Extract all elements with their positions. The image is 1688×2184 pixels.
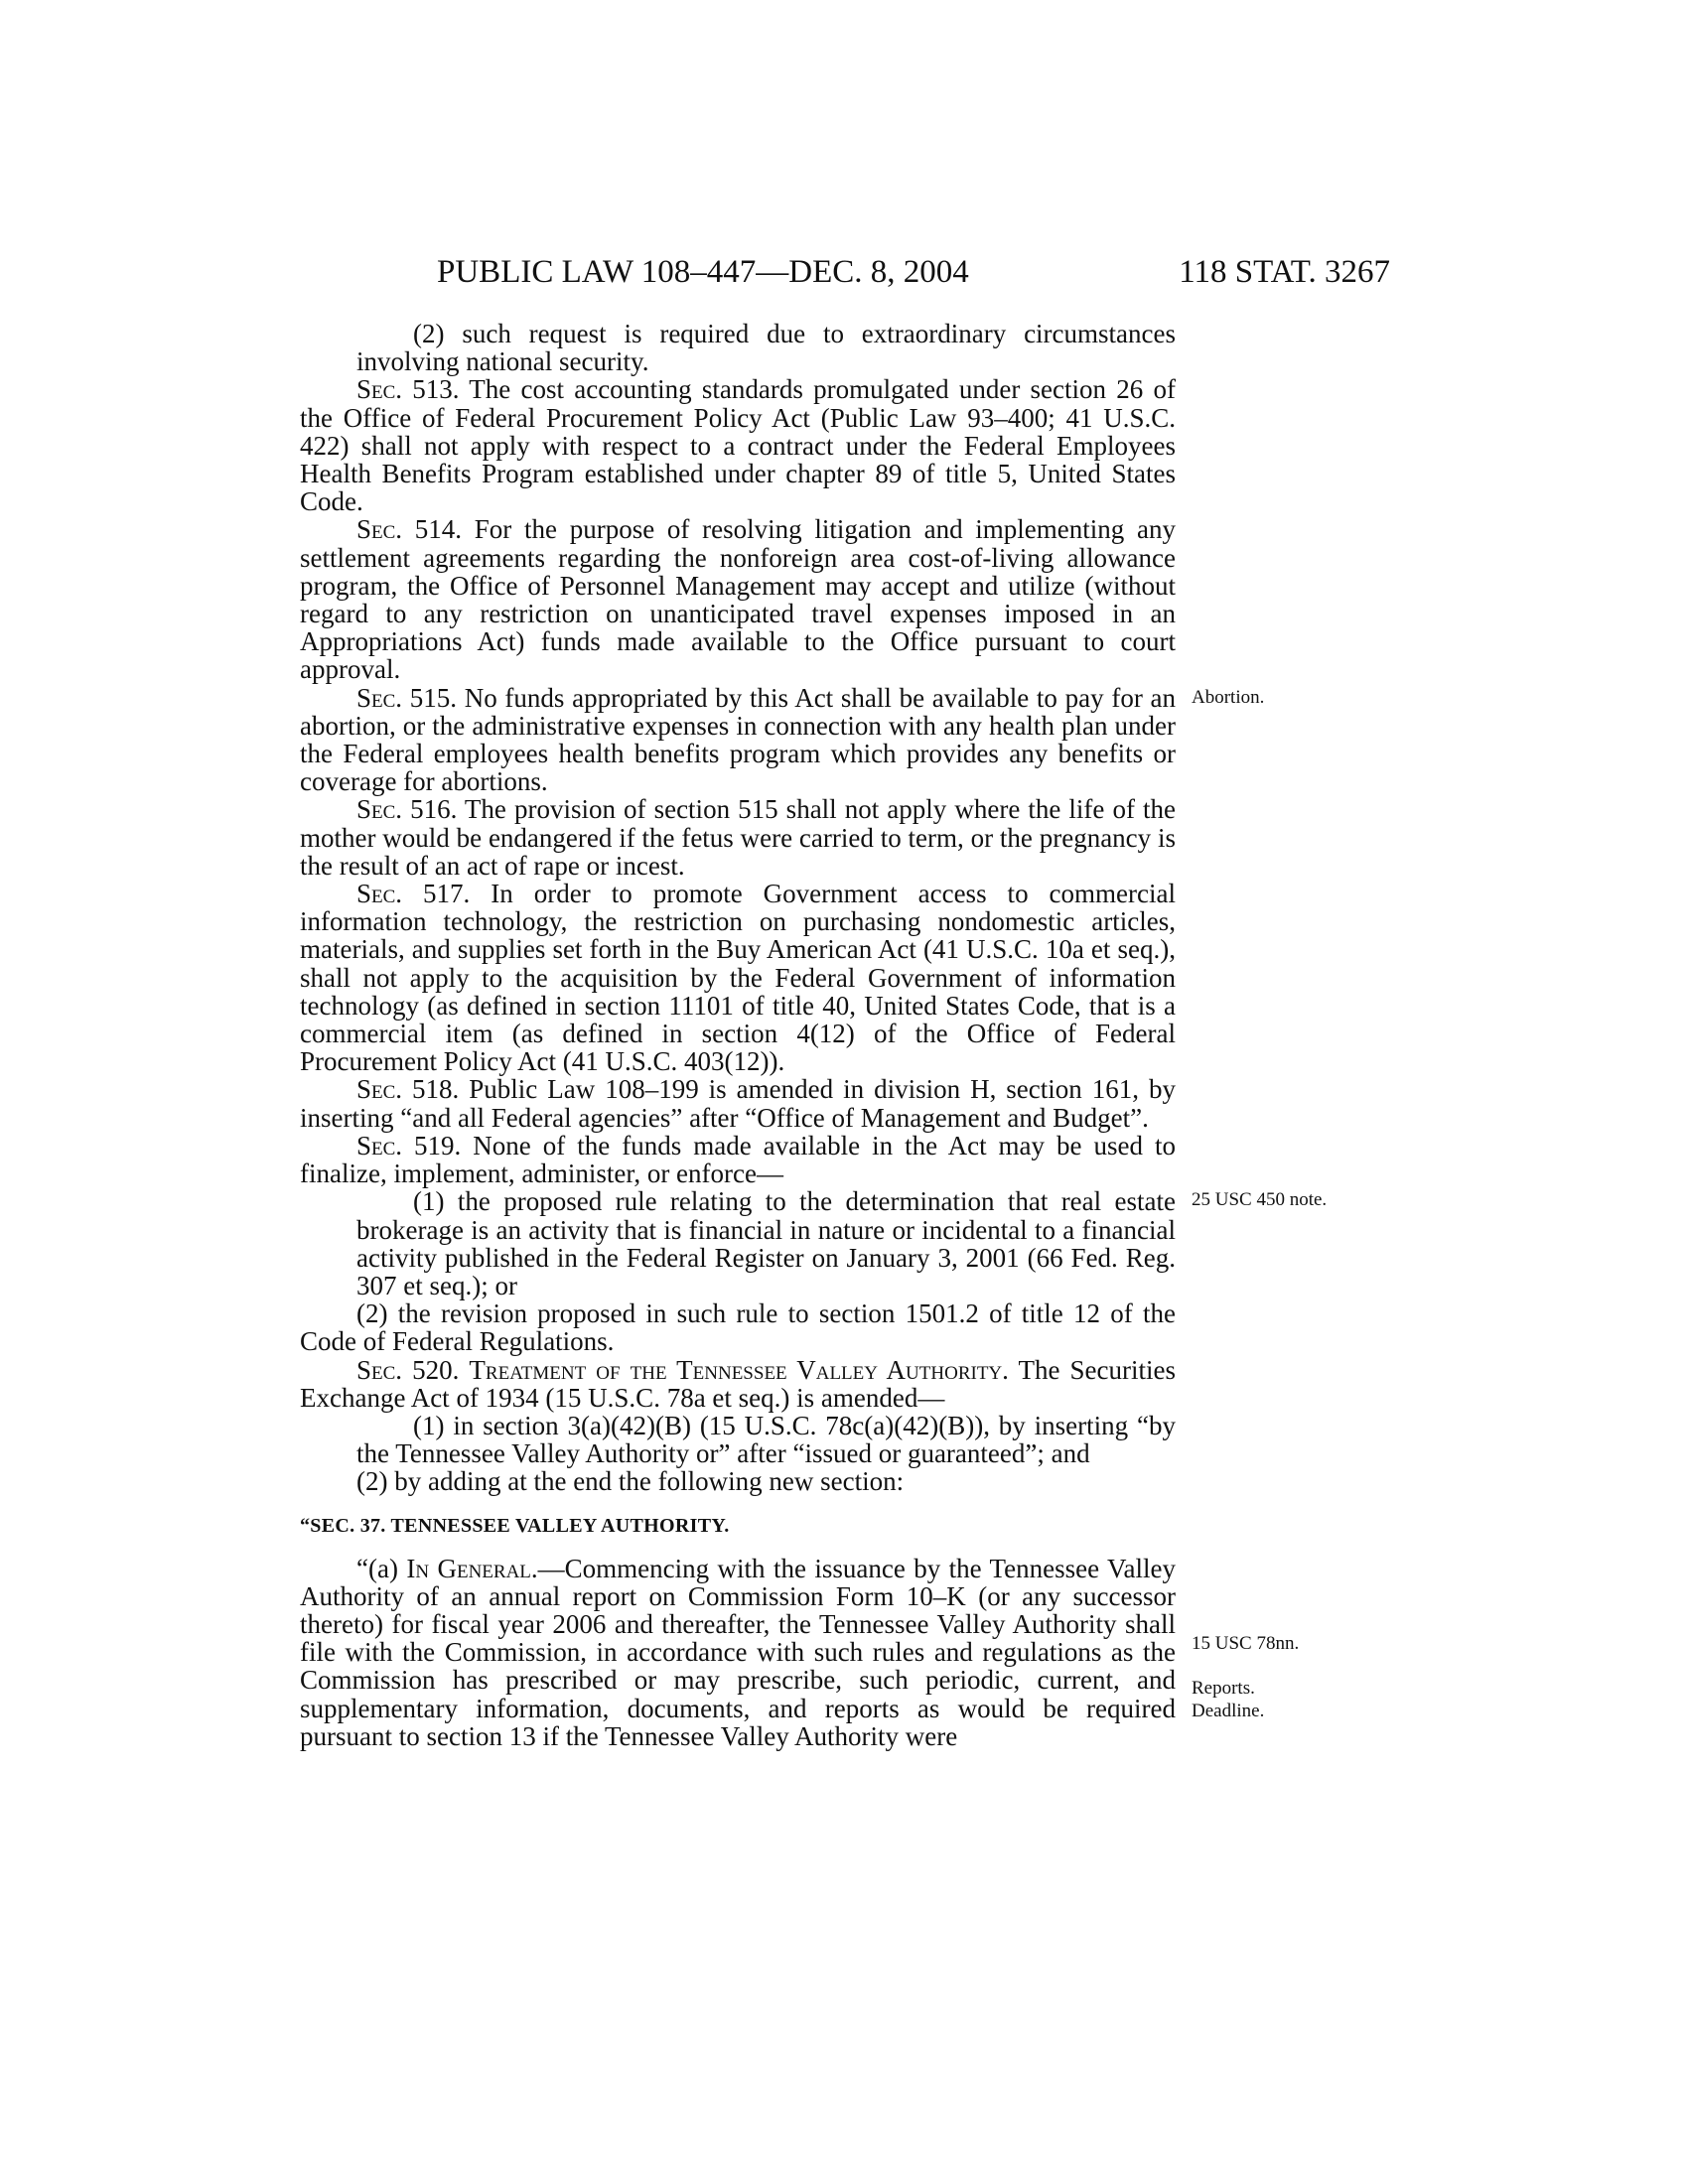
running-head: PUBLIC LAW 108–447—DEC. 8, 2004 (437, 254, 969, 290)
sec-label: Sec. (356, 514, 403, 545)
margin-note-25usc450: 25 USC 450 note. (1192, 1189, 1328, 1210)
margin-note-abortion: Abortion. (1192, 687, 1265, 708)
paragraph-sec520-item2: (2) by adding at the end the following new section: (356, 1466, 905, 1497)
sec37a-text: —Commencing with the issuance by the Tennessee Valley Authority of an annual report on Commission Form 10–K (or any successor thereto) for fiscal year 2006 and thereafter, the Tennessee Valley Authority shall file with the Commission, in accordance with such rules and regulations as the Commission has prescribed or may prescribe, such periodic, current, and supplementary information, documents, and reports as would be required pursuant to section 13 if the Tennessee Valley Authority were (300, 1553, 1176, 1751)
sec520-text: The Securities Exchange Act of 1934 (15 U.S.C. 78a et seq.) is amended— (300, 1354, 1176, 1413)
sec520-heading: Treatment of the Tennessee Valley Authority. (469, 1354, 1009, 1385)
paragraph-sec515 (300, 684, 1176, 796)
paragraph-sec513 (300, 375, 1176, 515)
margin-note-15usc78nn: 15 USC 78nn. (1192, 1633, 1300, 1654)
paragraph-sec520-item1: (1) in section 3(a)(42)(B) (15 U.S.C. 78c(a)(42)(B)), by inserting “by the Tennessee Valley Authority or” after “issued or guaranteed”; and (356, 1410, 1176, 1469)
paragraph-sec520 (300, 1356, 1176, 1412)
sec-label: Sec. (356, 1354, 403, 1385)
sec-label: Sec. (356, 1074, 403, 1105)
stat-page-number: 118 STAT. 3267 (1179, 254, 1390, 290)
paragraph-sec512-item2: (2) such request is required due to extraordinary circumstances involving national security. (356, 319, 1176, 377)
margin-note-deadline: Deadline. (1192, 1701, 1265, 1721)
paragraph-sec519 (300, 1132, 1176, 1187)
sec-label: Sec. (356, 879, 403, 909)
paragraph-sec514 (300, 515, 1176, 683)
sec518-text: 518. Public Law 108–199 is amended in division H, section 161, by inserting “and all Federal agencies” after “Office of Management and Budget”. (300, 1074, 1176, 1133)
sec-label: Sec. (356, 682, 403, 713)
paragraph-sec517 (300, 880, 1176, 1075)
sec-label: Sec. (356, 374, 403, 405)
section-37-heading: “SEC. 37. TENNESSEE VALLEY AUTHORITY. (300, 1514, 730, 1537)
sec514-text: 514. For the purpose of resolving litigation and implementing any settlement agreements regarding the nonforeign area cost-of-living allowance program, the Office of Personnel Management may accept and utilize (without regard to any restriction on unanticipated travel expenses imposed in an Appropriations Act) funds made available to the Office pursuant to court approval. (300, 514, 1176, 685)
sec515-text: 515. No funds appropriated by this Act shall be available to pay for an abortion, or the administrative expenses in connection with any health plan under the Federal employees health benefits program which provides any benefits or coverage for abortions. (300, 682, 1176, 797)
sec37a-open: “(a) (356, 1553, 407, 1583)
sec516-text: 516. The provision of section 515 shall not apply where the life of the mother would be endangered if the fetus were carried to term, or the pregnancy is the result of an act of rape or incest. (300, 794, 1176, 881)
sec-label: Sec. (356, 1130, 403, 1160)
sec513-text: 513. The cost accounting standards promulgated under section 26 of the Office of Federal Procurement Policy Act (Public Law 93–400; 41 U.S.C. 422) shall not apply with respect to a contract under the Federal Employees Health Benefits Program established under chapter 89 of title 5, United States Code. (300, 374, 1176, 517)
paragraph-sec519-item1: (1) the proposed rule relating to the determination that real estate brokerage is an activity that is financial in nature or incidental to a financial activity published in the Federal Register on January 3, 2001 (66 Fed. Reg. 307 et seq.); or (356, 1186, 1176, 1300)
paragraph-sec519-item2: (2) the revision proposed in such rule to section 1501.2 of title 12 of the Code of Federal Regulations. (300, 1298, 1176, 1357)
page-header (437, 252, 1390, 292)
paragraph-sec518 (300, 1075, 1176, 1131)
sec520-number: 520. (402, 1354, 470, 1385)
sec-label: Sec. (356, 794, 403, 825)
paragraph-sec37a (300, 1555, 1176, 1750)
document-body (300, 320, 1176, 1750)
paragraph-sec516 (300, 795, 1176, 880)
sec519-text: 519. None of the funds made available in the Act may be used to finalize, implement, administer, or enforce— (300, 1130, 1176, 1189)
margin-note-reports: Reports. (1192, 1678, 1255, 1699)
sec517-text: 517. In order to promote Government access to commercial information technology, the restriction on purchasing nondomestic articles, materials, and supplies set forth in the Buy American Act (41 U.S.C. 10a et seq.), shall not apply to the acquisition by the Federal Government of information technology (as defined in section 11101 of title 40, United States Code, that is a commercial item (as defined in section 4(12) of the Office of Federal Procurement Policy Act (41 U.S.C. 403(12)). (300, 879, 1176, 1077)
sec37a-heading: In General. (406, 1553, 538, 1583)
